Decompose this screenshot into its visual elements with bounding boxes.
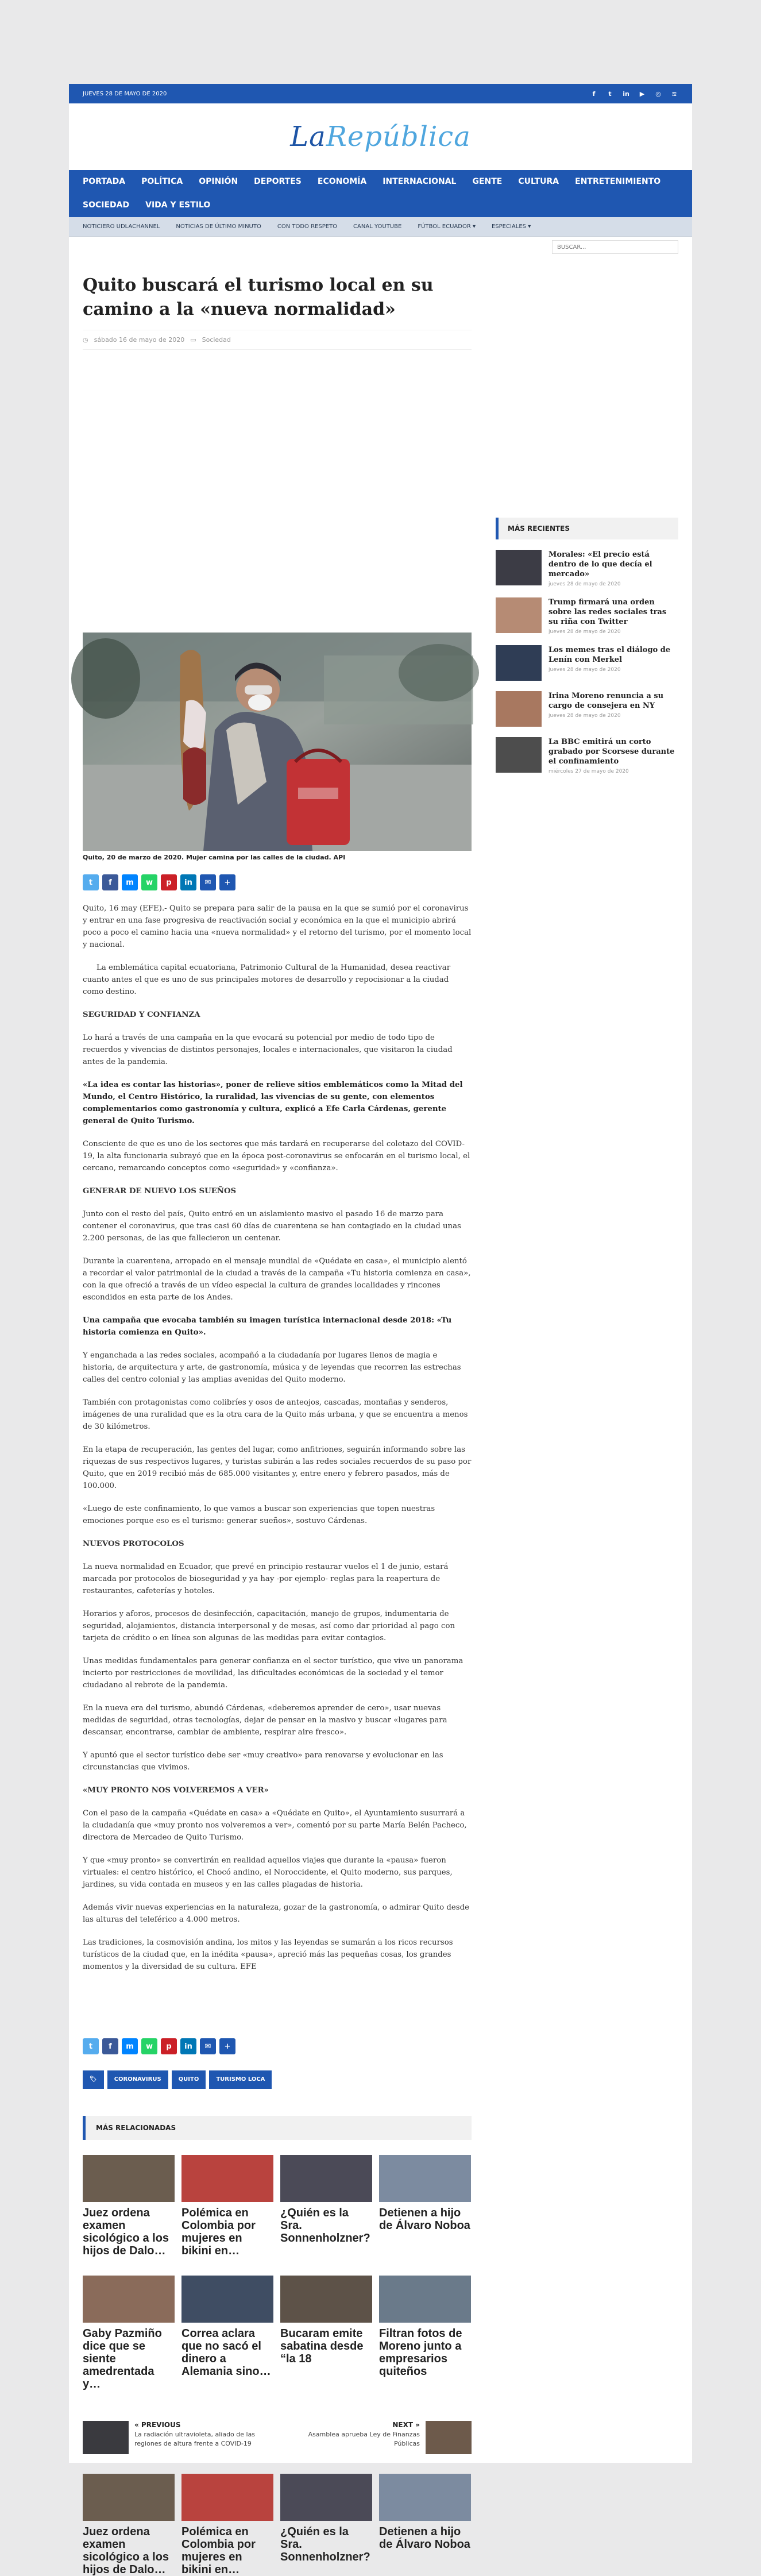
twitter-share-icon[interactable]: t — [83, 874, 99, 890]
section-heading: NUEVOS PROTOCOLOS — [83, 1540, 184, 1548]
share-bar-top — [83, 874, 235, 890]
sidebar-item[interactable] — [496, 597, 678, 635]
email-share-icon[interactable]: ✉ — [200, 874, 216, 890]
related-card[interactable] — [280, 2474, 372, 2576]
related-title: Detienen a hijo de Álvaro Noboa — [379, 2207, 470, 2232]
previous-post-thumb — [83, 2421, 129, 2454]
section-heading: «MUY PRONTO NOS VOLVEREMOS A VER» — [83, 1786, 269, 1795]
related-thumb — [181, 2276, 273, 2323]
article-paragraph: Además vivir nuevas experiencias en la naturaleza, gozar de la gastronomía, o admirar Quito desde las alturas del teleférico a 4.000 metros. — [83, 1903, 469, 1924]
article-paragraph: «La idea es contar las historias», poner de relieve sitios emblemáticos como la Mitad del Mundo, el Centro Histórico, la ruralidad, las vivencias de su gente, con elementos complementarios como gastronomía y cultura, explicó a Efe Carla Cárdenas, gerente general de Quito Turismo. — [83, 1081, 463, 1125]
related-card[interactable] — [280, 2276, 372, 2378]
article-paragraph: Unas medidas fundamentales para generar confianza en el sector turístico, que vive un panorama incierto por restricciones de movilidad, las dificultades económicas de la sociedad y el temor ciudadano al rebrote de la pandemia. — [83, 1657, 463, 1690]
related-thumb — [83, 2276, 175, 2323]
linkedin-share-icon[interactable]: in — [180, 874, 196, 890]
related-heading: MÁS RELACIONADAS — [83, 2116, 472, 2140]
next-post[interactable] — [282, 2421, 472, 2466]
article-paragraph: Horarios y aforos, procesos de desinfección, capacitación, manejo de grupos, indumentaria de seguridad, alojamientos, distancia interpersonal y de mesas, así como dar prioridad al pago con tarjeta de crédito o en línea son algunas de las medidas para evitar contagios. — [83, 1610, 455, 1642]
more-share-icon[interactable]: + — [219, 874, 235, 890]
article-paragraph: También con protagonistas como colibríes y osos de anteojos, cascadas, montañas y senderos, imágenes de una ruralidad que es la otra cara de la Quito más urbana, y que se encuentra a menos de 30 kilómetros. — [83, 1398, 468, 1431]
next-post-thumb — [426, 2421, 472, 2454]
logo-part2: República — [326, 121, 471, 153]
nav-item-1[interactable]: POLÍTICA — [141, 177, 183, 186]
related-title: ¿Quién es la Sra. Sonnenholzner? — [280, 2207, 370, 2245]
sidebar-thumb — [496, 550, 542, 585]
related-thumb — [83, 2155, 175, 2202]
article-paragraph: Consciente de que es uno de los sectores que más tardará en recuperarse del coletazo del COVID-19, la alta funcionaria subrayó que en la época post-coronavirus se enfocarán en el turismo local, el cercano, remarcando conceptos como «seguridad» y «confianza». — [83, 1140, 470, 1173]
next-title: Asamblea aprueba Ley de Finanzas Públicas — [308, 2431, 420, 2447]
article-paragraph: Las tradiciones, la cosmovisión andina, los mitos y las leyendas se sumarán a los ricos recursos turísticos de la ciudad que, en la inédita «pausa», apreció más las pequeñas cosas, los grandes momentos y la diversidad de su cultura. EFE — [83, 1938, 453, 1971]
related-card[interactable] — [379, 2155, 471, 2257]
twitter-share-icon[interactable]: t — [83, 2038, 99, 2054]
messenger-share-icon[interactable]: m — [122, 2038, 138, 2054]
article-paragraph: Quito, 16 may (EFE).- Quito se prepara para salir de la pausa en la que se sumió por el coronavirus y entrar en una fase progresiva de reactivación social y económica en la que el municipio abrirá poco a poco el camino hacia una «nueva normalidad» y el retorno del turismo, por el momento local y nacional. — [83, 904, 472, 949]
nav-item-10[interactable]: VIDA Y ESTILO — [145, 200, 211, 210]
search-input[interactable] — [552, 240, 678, 254]
whatsapp-share-icon[interactable]: w — [141, 2038, 157, 2054]
related-card[interactable] — [280, 2155, 372, 2257]
sidebar-thumb — [496, 597, 542, 633]
clock-icon: ◷ — [83, 336, 88, 344]
related-thumb — [379, 2474, 471, 2521]
article-paragraph: «Luego de este confinamiento, lo que vamos a buscar son experiencias que topen nuestras emociones porque eso es el turismo: generar sueños», sostuvo Cárdenas. — [83, 1505, 435, 1525]
more-share-icon[interactable]: + — [219, 2038, 235, 2054]
nav-item-7[interactable]: CULTURA — [518, 177, 559, 186]
sidebar-item[interactable] — [496, 737, 678, 774]
youtube-icon[interactable]: ▶ — [639, 90, 645, 98]
article-paragraph: En la nueva era del turismo, abundó Cárdenas, «deberemos aprender de cero», usar nuevas medidas de seguridad, otras tecnologías, dejar de pensar en la masivo y buscar «lugares para descansar, encontrarse, cambiar de ambiente, respirar aire fresco». — [83, 1704, 447, 1737]
section-heading: GENERAR DE NUEVO LOS SUEÑOS — [83, 1187, 237, 1196]
nav-item-3[interactable]: DEPORTES — [254, 177, 302, 186]
sidebar-item-date: miércoles 27 de mayo de 2020 — [548, 769, 629, 774]
subnav-item-0[interactable]: NOTICIERO UDLACHANNEL — [83, 223, 160, 230]
related-title: Correa aclara que no sacó el dinero a Alemania sino… — [181, 2327, 271, 2378]
subnav-item-1[interactable]: NOTICIAS DE ÚLTIMO MINUTO — [176, 223, 261, 230]
related-grid-row-3 — [83, 2474, 472, 2576]
twitter-icon[interactable]: t — [608, 90, 612, 98]
sidebar-item[interactable] — [496, 645, 678, 681]
sidebar-thumb — [496, 737, 542, 773]
previous-title: La radiación ultravioleta, aliado de las regiones de altura frente a COVID-19 — [134, 2431, 256, 2447]
logo-area — [69, 103, 692, 170]
site-logo[interactable] — [290, 121, 471, 153]
related-card[interactable] — [181, 2276, 273, 2378]
photo-caption: Quito, 20 de marzo de 2020. Mujer camina por las calles de la ciudad. API — [83, 854, 346, 861]
sidebar-thumb — [496, 691, 542, 727]
related-thumb — [379, 2276, 471, 2323]
nav-item-4[interactable]: ECONOMÍA — [317, 177, 367, 186]
related-title: Detienen a hijo de Álvaro Noboa — [379, 2525, 470, 2551]
article-tags — [83, 2070, 272, 2089]
social-links — [590, 90, 678, 98]
email-share-icon[interactable]: ✉ — [200, 2038, 216, 2054]
related-title: Gaby Pazmiño dice que se siente amedrentada y… — [83, 2327, 162, 2390]
related-card[interactable] — [83, 2276, 175, 2390]
article-paragraph: Y apuntó que el sector turístico debe ser «muy creativo» para renovarse y evolucionar en las circunstancias que vivimos. — [83, 1751, 443, 1772]
sidebar-item-title: Irina Moreno renuncia a su cargo de consejera en NY — [548, 692, 664, 710]
article-header — [83, 273, 472, 350]
pinterest-share-icon[interactable]: p — [161, 2038, 177, 2054]
sidebar-item-title: Trump firmará una orden sobre las redes sociales tras su riña con Twitter — [548, 598, 667, 626]
related-grid-row-2 — [83, 2276, 472, 2390]
whatsapp-share-icon[interactable]: w — [141, 874, 157, 890]
nav-item-0[interactable]: PORTADA — [83, 177, 126, 186]
related-title: Polémica en Colombia por mujeres en bikini en… — [181, 2525, 256, 2576]
tag-link[interactable]: TURISMO LOCA — [209, 2070, 272, 2089]
sidebar-item-date: jueves 28 de mayo de 2020 — [548, 667, 621, 673]
nav-item-2[interactable]: OPINIÓN — [199, 177, 238, 186]
sidebar-item-title: La BBC emitirá un corto grabado por Scorsese durante el confinamiento — [548, 738, 675, 766]
nav-item-9[interactable]: SOCIEDAD — [83, 200, 130, 210]
tag-link[interactable]: QUITO — [172, 2070, 206, 2089]
related-card[interactable] — [83, 2155, 175, 2257]
related-grid-row-1 — [83, 2155, 472, 2257]
tag-icon: 🏷 — [83, 2070, 104, 2089]
folder-icon: ▭ — [190, 336, 196, 344]
sidebar-item-title: Los memes tras el diálogo de Lenín con Merkel — [548, 646, 671, 664]
article-title: Quito buscará el turismo local en su camino a la «nueva normalidad» — [83, 275, 434, 319]
post-navigation — [83, 2421, 472, 2466]
article-paragraph: Lo hará a través de una campaña en la que evocará su potencial por medio de todo tipo de recuerdos y vivencias de distintos personajes, locales e internacionales, que visitaron la ciudad antes de la pandemia. — [83, 1034, 453, 1066]
photo-woman-mask — [83, 633, 472, 851]
article-paragraph: La emblemática capital ecuatoriana, Patrimonio Cultural de la Humanidad, desea reactivar cuanto antes el que es uno de sus principales motores de desarrollo y repocisionar a la ciudad como destino. — [83, 963, 451, 996]
article-paragraph: Una campaña que evocaba también su imagen turística internacional desde 2018: «Tu historia comienza en Quito». — [83, 1316, 452, 1337]
top-bar — [69, 84, 692, 103]
rss-icon[interactable]: ≋ — [671, 90, 677, 98]
search-row — [69, 237, 692, 257]
sidebar-heading: MÁS RECIENTES — [496, 518, 678, 539]
article-paragraph: Junto con el resto del país, Quito entró en un aislamiento masivo el pasado 16 de marzo para contener el coronavirus, que tras casi 60 días de cuarentena se han contagiado en la ciudad unas 2.200 personas, de las que fallecieron un centenar. — [83, 1210, 461, 1243]
next-label: NEXT » — [392, 2421, 420, 2429]
nav-item-6[interactable]: GENTE — [472, 177, 503, 186]
related-thumb — [280, 2155, 372, 2202]
related-title: Polémica en Colombia por mujeres en bikini en… — [181, 2207, 256, 2257]
page-container — [69, 84, 692, 2576]
related-thumb — [83, 2474, 175, 2521]
linkedin-icon[interactable]: in — [623, 90, 629, 98]
subnav-item-3[interactable]: CANAL YOUTUBE — [353, 223, 402, 230]
related-card[interactable] — [181, 2474, 273, 2576]
current-date: JUEVES 28 DE MAYO DE 2020 — [83, 90, 167, 97]
messenger-share-icon[interactable]: m — [122, 874, 138, 890]
related-card[interactable] — [83, 2474, 175, 2576]
sidebar-item-date: jueves 28 de mayo de 2020 — [548, 629, 621, 635]
related-card[interactable] — [181, 2155, 273, 2257]
article-category[interactable]: Sociedad — [202, 336, 231, 344]
sidebar-item-date: jueves 28 de mayo de 2020 — [548, 581, 621, 587]
article-paragraph: La nueva normalidad en Ecuador, que prevé en principio restaurar vuelos el 1 de junio, estará marcada por protocolos de bioseguridad y ya hay -por ejemplo- reglas para la reapertura de restaurantes, cafeterías y hoteles. — [83, 1563, 449, 1595]
sub-nav — [69, 217, 692, 237]
related-title: Filtran fotos de Moreno junto a empresarios quiteños — [379, 2327, 462, 2378]
related-title: Juez ordena examen sicológico a los hijos de Dalo… — [83, 2207, 169, 2257]
article-paragraph: Y que «muy pronto» se convertirán en realidad aquellos viajes que durante la «pausa» fueron virtuales: el centro histórico, el Chocó andino, el Noroccidente, el Quito moderno, sus parques, jardines, su vida contada en museos y en las calles plagadas de historia. — [83, 1856, 453, 1889]
subnav-item-4[interactable]: FÚTBOL ECUADOR ▾ — [418, 223, 476, 230]
sidebar-item[interactable] — [496, 691, 678, 727]
article-paragraph: En la etapa de recuperación, las gentes del lugar, como anfitriones, seguirán informando sobre las riquezas de sus respectivos lugares, y turistas subirán a las redes sociales recuerdos de su paso por Quito, que en 2019 recibió más de 685.000 visitantes y, entre enero y febrero pasados, más de 100.000. — [83, 1445, 472, 1490]
pinterest-share-icon[interactable]: p — [161, 874, 177, 890]
article-date: sábado 16 de mayo de 2020 — [94, 336, 185, 344]
related-title: Juez ordena examen sicológico a los hijos de Dalo… — [83, 2525, 169, 2576]
related-thumb — [280, 2276, 372, 2323]
nav-item-5[interactable]: INTERNACIONAL — [383, 177, 457, 186]
article-paragraph: Durante la cuarentena, arropado en el mensaje mundial de «Quédate en casa», el municipio alentó a recordar el valor patrimonial de la ciudad a través de la campaña «Tu historia comienza en casa», con la que ofreció a través de un vídeo especial la cultura de grandes localidades y rincones escondidos en esta parte de los Andes. — [83, 1257, 471, 1302]
subnav-item-5[interactable]: ESPECIALES ▾ — [491, 223, 531, 230]
sidebar-item-title: Morales: «El precio está dentro de lo que decía el mercado» — [548, 550, 652, 579]
nav-item-8[interactable]: ENTRETENIMIENTO — [575, 177, 661, 186]
facebook-share-icon[interactable]: f — [102, 2038, 118, 2054]
article-paragraph: Con el paso de la campaña «Quédate en casa» a «Quédate en Quito», el Ayuntamiento susurrará a la ciudadanía que «muy pronto nos volveremos a ver», comentó por su parte María Belén Pacheco, directora de Mercadeo de Quito Turismo. — [83, 1809, 467, 1842]
related-thumb — [181, 2474, 273, 2521]
facebook-share-icon[interactable]: f — [102, 874, 118, 890]
share-bar-bottom — [83, 2038, 235, 2054]
section-heading: SEGURIDAD Y CONFIANZA — [83, 1011, 200, 1019]
article-paragraph: Y enganchada a las redes sociales, acompañó a la ciudadanía por lugares llenos de magia e historia, de arquitectura y arte, de gastronomía, música y de leyendas que recorren las estrechas calles del centro colonial y las amplias avenidas del Quito moderno. — [83, 1351, 461, 1384]
article-meta — [83, 330, 472, 350]
sidebar-item[interactable] — [496, 550, 678, 587]
subnav-item-2[interactable]: CON TODO RESPETO — [277, 223, 338, 230]
article-body — [83, 903, 472, 1984]
sidebar-recent — [496, 518, 678, 774]
instagram-icon[interactable]: ◎ — [655, 90, 661, 98]
sidebar-thumb — [496, 645, 542, 681]
related-card[interactable] — [379, 2474, 471, 2576]
facebook-icon[interactable]: f — [592, 90, 596, 98]
previous-post[interactable] — [83, 2421, 272, 2466]
article-photo — [83, 633, 472, 851]
related-title: ¿Quién es la Sra. Sonnenholzner? — [280, 2525, 370, 2563]
previous-label: « PREVIOUS — [134, 2421, 181, 2429]
main-nav — [69, 170, 692, 217]
related-title: Bucaram emite sabatina desde “la 18 — [280, 2327, 364, 2365]
related-thumb — [181, 2155, 273, 2202]
related-thumb — [280, 2474, 372, 2521]
tag-link[interactable]: CORONAVIRUS — [107, 2070, 168, 2089]
linkedin-share-icon[interactable]: in — [180, 2038, 196, 2054]
logo-part1: La — [290, 121, 326, 153]
sidebar-item-date: jueves 28 de mayo de 2020 — [548, 713, 621, 719]
related-card[interactable] — [379, 2276, 471, 2378]
related-thumb — [379, 2155, 471, 2202]
